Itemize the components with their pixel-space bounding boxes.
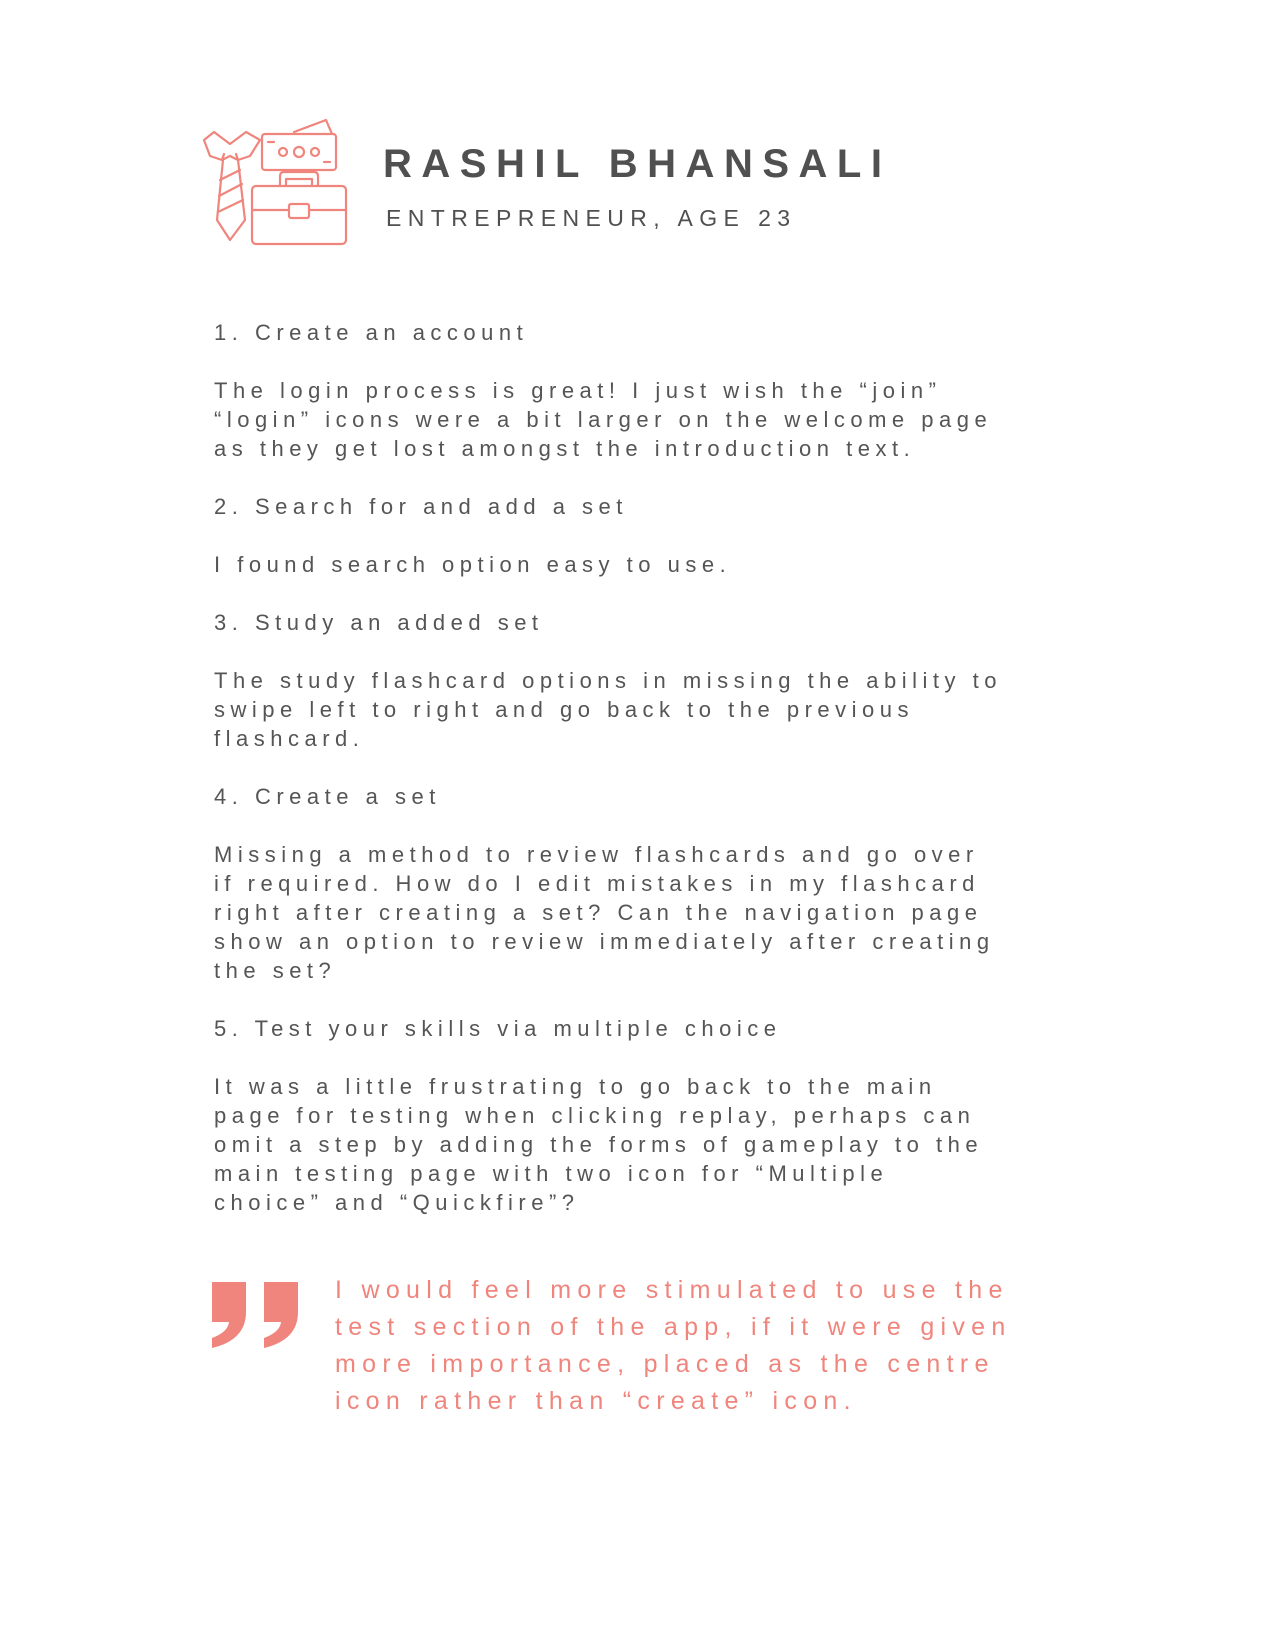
task-feedback [214, 376, 1064, 463]
feedback-line: Missing a method to review flashcards and go over [214, 842, 979, 867]
feedback-line: choice” and “Quickfire”? [214, 1190, 580, 1215]
feedback-line: It was a little frustrating to go back to the main [214, 1074, 937, 1099]
task-feedback [214, 550, 1064, 579]
task-heading: 2. Search for and add a set [214, 494, 628, 519]
feedback-line: swipe left to right and go back to the previous [214, 697, 914, 722]
persona-name: RASHIL BHANSALI [383, 142, 892, 186]
task-heading: 3. Study an added set [214, 610, 544, 635]
entrepreneur-icon [202, 118, 350, 264]
feedback-line: The study flashcard options in missing the ability to [214, 668, 1002, 693]
feedback-line: the set? [214, 958, 337, 983]
feedback-line: main testing page with two icon for “Multiple [214, 1161, 889, 1186]
feedback-line: omit a step by adding the forms of gameplay to the [214, 1132, 984, 1157]
task-heading: 5. Test your skills via multiple choice [214, 1016, 782, 1041]
task-heading: 4. Create a set [214, 784, 441, 809]
feedback-line: show an option to review immediately after creating [214, 929, 995, 954]
feedback-line: I found search option easy to use. [214, 552, 732, 577]
quote-line: icon rather than “create” icon. [335, 1387, 857, 1415]
feedback-line: The login process is great! I just wish the “join” [214, 378, 942, 403]
briefcase-icon [252, 172, 346, 244]
quote-line: more importance, placed as the centre [335, 1350, 995, 1378]
feedback-line: page for testing when clicking replay, perhaps can [214, 1103, 976, 1128]
quote-mark-icon [212, 1282, 300, 1348]
pull-quote [335, 1272, 1055, 1420]
task-feedback [214, 1072, 1064, 1217]
feedback-line: as they get lost amongst the introduction text. [214, 436, 916, 461]
feedback-line: “login” icons were a bit larger on the welcome page [214, 407, 993, 432]
money-bill-icon [262, 120, 336, 170]
quote-line: test section of the app, if it were given [335, 1313, 1012, 1341]
task-feedback [214, 840, 1064, 985]
task-feedback [214, 666, 1064, 753]
persona-subtitle: ENTREPRENEUR, AGE 23 [386, 205, 797, 231]
feedback-line: right after creating a set? Can the navigation page [214, 900, 983, 925]
feedback-list [214, 318, 1064, 1246]
task-heading: 1. Create an account [214, 320, 529, 345]
feedback-line: flashcard. [214, 726, 365, 751]
feedback-line: if required. How do I edit mistakes in my flashcard [214, 871, 980, 896]
quote-line: I would feel more stimulated to use the [335, 1276, 1009, 1304]
